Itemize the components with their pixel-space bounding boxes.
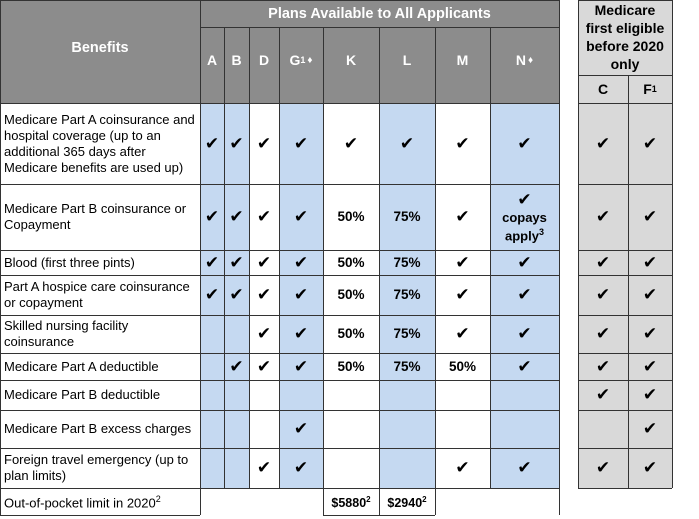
benefit-label bbox=[4, 250, 198, 275]
plan-header-f: F 1 bbox=[643, 81, 657, 97]
cell-value: 50% bbox=[337, 287, 365, 302]
benefit-text: Blood (first three pints) bbox=[4, 254, 135, 270]
checkmark-icon: ✔ bbox=[642, 385, 658, 405]
checkmark-icon: ✔ bbox=[595, 385, 611, 405]
plan-header-d: D bbox=[258, 52, 270, 68]
checkmark-icon: ✔ bbox=[256, 458, 272, 478]
checkmark-icon: ✔ bbox=[517, 356, 532, 377]
benefit-text: Medicare Part B deductible bbox=[4, 387, 161, 402]
grid-line bbox=[0, 0, 559, 1]
checkmark-icon: ✔ bbox=[455, 207, 470, 227]
cell-value: 75% bbox=[393, 358, 421, 374]
plan-header-b: B bbox=[231, 52, 242, 68]
checkmark-icon: ✔ bbox=[399, 133, 415, 154]
grid-line bbox=[0, 0, 1, 515]
checkmark-icon: ✔ bbox=[642, 324, 658, 344]
checkmark-icon: ✔ bbox=[595, 356, 611, 377]
checkmark-icon: ✔ bbox=[595, 458, 611, 478]
grid-line bbox=[578, 75, 672, 76]
checkmark-icon: ✔ bbox=[517, 133, 532, 154]
benefit-label bbox=[4, 275, 198, 315]
cell-bg bbox=[279, 380, 323, 410]
cell-bg bbox=[490, 488, 559, 515]
benefit-text: Medicare Part B coinsurance or Copayment bbox=[4, 201, 187, 232]
grid-line bbox=[578, 0, 672, 1]
cell-value: 50% bbox=[337, 358, 365, 374]
cell-bg bbox=[435, 410, 490, 448]
checkmark-icon: ✔ bbox=[293, 458, 309, 478]
checkmark-icon: ✔ bbox=[517, 285, 532, 305]
cell-bg bbox=[200, 315, 224, 353]
benefit-text: Medicare Part A deductible bbox=[4, 358, 159, 374]
checkmark-icon: ✔ bbox=[595, 285, 611, 305]
grid-line bbox=[559, 0, 560, 515]
cell-value: $2940$^2$ bbox=[387, 494, 427, 511]
benefit-text: Foreign travel emergency (up to plan limits) bbox=[4, 452, 189, 483]
checkmark-icon: ✔ bbox=[595, 133, 611, 154]
copays-note: copays apply$^3$ bbox=[502, 210, 547, 244]
cell-bg bbox=[435, 488, 490, 515]
checkmark-icon: ✔ bbox=[642, 252, 658, 273]
cell-bg bbox=[435, 380, 490, 410]
benefit-text: Part A hospice care coinsurance or copayment bbox=[4, 279, 190, 310]
checkmark-icon: ✔ bbox=[293, 324, 309, 344]
benefit-label bbox=[4, 184, 198, 250]
grid-line bbox=[200, 27, 559, 28]
benefit-text: Medicare Part B excess charges bbox=[4, 421, 192, 436]
cell-bg bbox=[379, 380, 435, 410]
checkmark-icon: ✔ bbox=[256, 324, 272, 344]
plan-header-c: C bbox=[597, 81, 609, 97]
checkmark-icon: ✔ bbox=[204, 285, 220, 305]
plan-header-a: A bbox=[206, 52, 218, 68]
benefit-label bbox=[4, 380, 198, 410]
checkmark-icon: ✔ bbox=[642, 207, 658, 227]
checkmark-icon: ✔ bbox=[229, 133, 244, 154]
checkmark-icon: ✔ bbox=[229, 207, 244, 227]
cell-bg bbox=[224, 315, 249, 353]
checkmark-icon: ✔ bbox=[642, 419, 658, 439]
checkmark-icon: ✔ bbox=[229, 285, 244, 305]
cell-bg bbox=[224, 488, 249, 515]
benefit-text: Out-of-pocket limit in 2020$^2$ bbox=[4, 494, 161, 511]
cell-bg bbox=[200, 380, 224, 410]
cell-bg bbox=[200, 353, 224, 380]
grid-line bbox=[323, 515, 435, 516]
benefit-label bbox=[4, 448, 198, 488]
cell-bg bbox=[200, 488, 224, 515]
grid-line bbox=[672, 0, 673, 488]
cell-bg bbox=[323, 410, 379, 448]
cell-bg bbox=[490, 380, 559, 410]
cell-bg bbox=[249, 380, 279, 410]
checkmark-icon: ✔ bbox=[343, 133, 359, 154]
checkmark-icon: ✔ bbox=[517, 252, 532, 273]
cell-bg bbox=[379, 410, 435, 448]
cell-value: 50% bbox=[448, 358, 477, 374]
checkmark-icon: ✔ bbox=[293, 285, 309, 305]
cell-bg bbox=[323, 448, 379, 488]
checkmark-icon: ✔ bbox=[517, 324, 532, 344]
cell-bg bbox=[249, 488, 279, 515]
plan-header-k: K bbox=[345, 52, 357, 68]
plans-group-title: Plans Available to All Applicants bbox=[268, 5, 491, 22]
checkmark-icon: ✔ bbox=[293, 252, 309, 273]
checkmark-icon: ✔ bbox=[293, 207, 309, 227]
medicare-first-eligible-title: Medicare first eligible before 2020 only bbox=[585, 2, 665, 72]
checkmark-icon: ✔ bbox=[256, 356, 272, 377]
checkmark-icon: ✔ bbox=[293, 133, 309, 154]
benefit-label bbox=[4, 103, 198, 184]
grid-line bbox=[578, 488, 672, 489]
cell-bg bbox=[490, 410, 559, 448]
benefit-label bbox=[4, 488, 198, 515]
checkmark-icon: ✔ bbox=[595, 324, 611, 344]
plan-header-g: G 1 ♦ bbox=[289, 52, 313, 68]
benefit-label bbox=[4, 353, 198, 380]
cell-bg bbox=[224, 410, 249, 448]
benefit-label bbox=[4, 410, 198, 448]
plan-header-m: M bbox=[456, 52, 469, 68]
checkmark-icon: ✔ bbox=[256, 285, 272, 305]
cell-value: 50% bbox=[337, 209, 365, 224]
checkmark-icon: ✔ bbox=[595, 252, 611, 273]
cell-value: 75% bbox=[393, 326, 421, 341]
plan-header-n: N ♦ bbox=[515, 52, 534, 68]
checkmark-icon: ✔ bbox=[256, 133, 272, 154]
plan-header-l: L bbox=[402, 52, 412, 68]
checkmark-icon: ✔ bbox=[642, 133, 658, 154]
cell-bg bbox=[224, 448, 249, 488]
benefit-text: Skilled nursing facility coinsurance bbox=[4, 318, 129, 349]
checkmark-icon: ✔ bbox=[642, 458, 658, 478]
cell-bg bbox=[379, 448, 435, 488]
checkmark-icon: ✔ bbox=[455, 133, 470, 154]
checkmark-icon: ✔ bbox=[256, 252, 272, 273]
checkmark-icon: ✔ bbox=[595, 207, 611, 227]
cell-bg bbox=[279, 488, 323, 515]
checkmark-icon: ✔ bbox=[455, 324, 470, 344]
checkmark-icon: ✔ copays apply$^3$ bbox=[490, 184, 559, 250]
grid-line bbox=[0, 515, 200, 516]
checkmark-icon: ✔ bbox=[455, 458, 470, 478]
checkmark-icon: ✔ bbox=[229, 356, 244, 377]
cell-value: 50% bbox=[337, 254, 365, 270]
checkmark-icon: ✔ bbox=[642, 285, 658, 305]
checkmark-icon: ✔ bbox=[455, 252, 470, 273]
checkmark-icon: ✔ bbox=[204, 207, 220, 227]
cell-bg bbox=[249, 410, 279, 448]
checkmark-icon: ✔ bbox=[229, 252, 244, 273]
cell-value: 50% bbox=[337, 326, 365, 341]
checkmark-icon: ✔ bbox=[293, 356, 309, 377]
benefit-label bbox=[4, 315, 198, 353]
checkmark-icon: ✔ bbox=[293, 419, 309, 439]
cell-value: $5880$^2$ bbox=[331, 494, 371, 511]
cell-value: 75% bbox=[393, 254, 421, 270]
benefit-text: Medicare Part A coinsurance and hospital coverage (up to an additional 365 days after Medicare benefits are used up) bbox=[4, 111, 195, 175]
cell-bg bbox=[578, 410, 628, 448]
benefits-header: Benefits bbox=[71, 39, 129, 56]
cell-bg bbox=[224, 380, 249, 410]
checkmark-icon: ✔ bbox=[517, 458, 532, 478]
checkmark-icon: ✔ bbox=[204, 133, 220, 154]
checkmark-icon: ✔ bbox=[455, 285, 470, 305]
cell-bg bbox=[200, 410, 224, 448]
cell-bg bbox=[200, 448, 224, 488]
cell-bg bbox=[323, 380, 379, 410]
checkmark-icon: ✔ bbox=[642, 356, 658, 377]
checkmark-icon: ✔ bbox=[256, 207, 272, 227]
cell-value: 75% bbox=[393, 287, 421, 302]
checkmark-icon: ✔ bbox=[204, 252, 220, 273]
cell-value: 75% bbox=[393, 209, 421, 224]
